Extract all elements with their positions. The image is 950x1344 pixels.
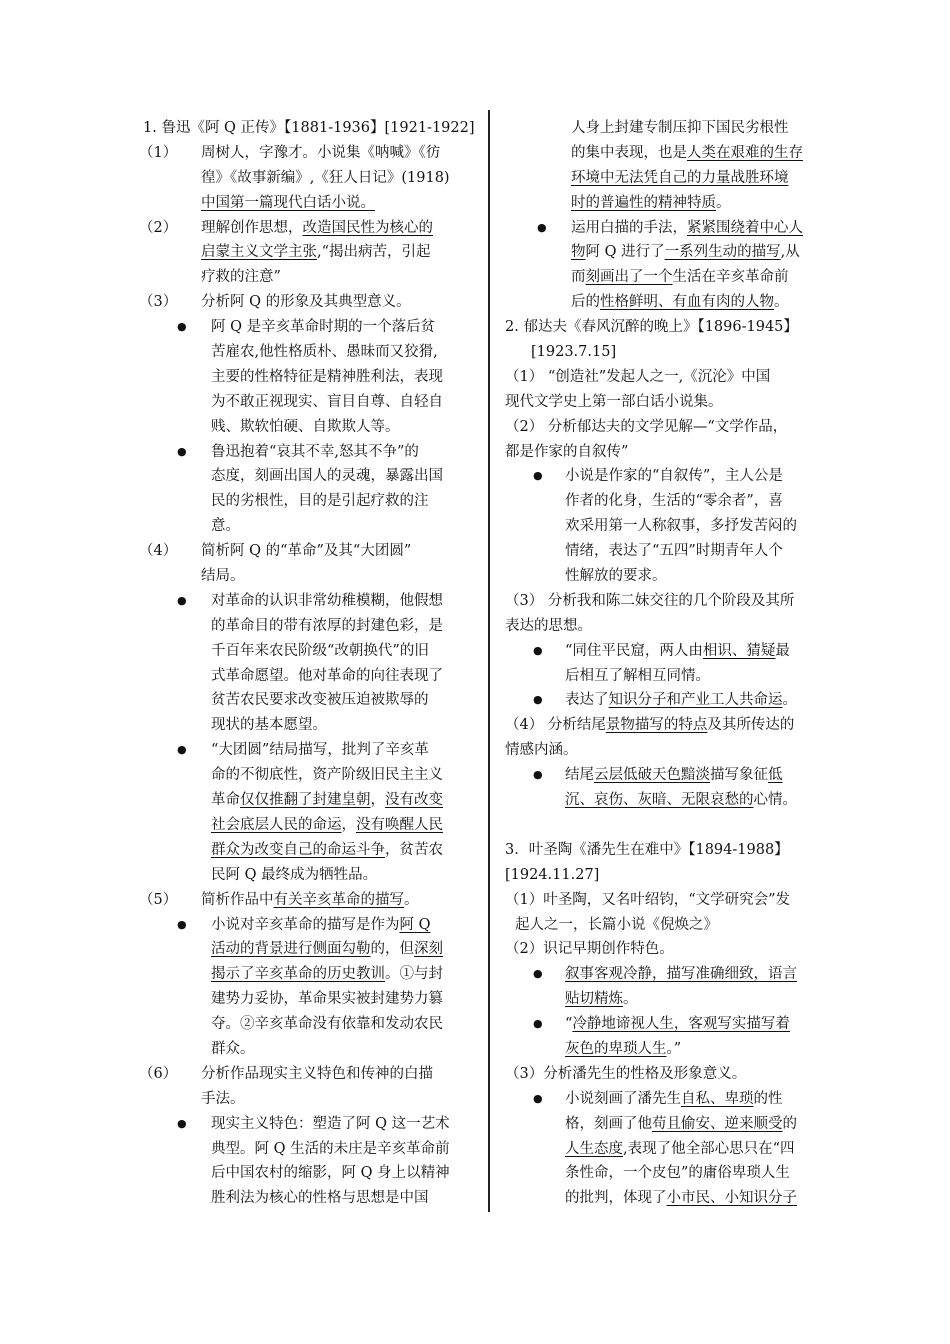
item-1-2 xyxy=(139,216,479,291)
text-line: 结局。 xyxy=(201,568,245,585)
underlined-text: 阿 Q xyxy=(399,916,431,933)
left-column xyxy=(139,116,479,1211)
text-line: 为不敢正视现实、盲目自尊、自轻自 xyxy=(211,393,443,410)
bullet-item xyxy=(537,216,835,316)
text-span: ， xyxy=(341,816,356,833)
text-span: 小说对辛亥革命的描写是作为 xyxy=(211,916,400,933)
text-span: 而 xyxy=(571,269,586,286)
text-line: 叙事客观冷静，描写准确细致，语言 xyxy=(565,966,797,983)
underlined-text: 冷静地谛视人生，客观写实描写着 xyxy=(572,1016,790,1033)
text-line xyxy=(571,216,835,241)
text-line: （3） 分析我和陈二妹交往的几个阶段及其所 xyxy=(505,592,795,609)
text-line: （3）分析潘先生的性格及形象意义。 xyxy=(505,1065,747,1082)
underlined-text: 仅仅推翻了封建皇朝 xyxy=(240,792,371,809)
text-line: 夺。②辛亥革命没有依靠和发动农民 xyxy=(211,1016,443,1033)
text-span: ,表现了他全部心思只在“四 xyxy=(623,1140,795,1157)
text-line: （1）叶圣陶，又名叶绍钧，“文学研究会”发 xyxy=(505,891,791,908)
item-1-5 xyxy=(139,888,479,1062)
text-span: 阿 Q 进行了 xyxy=(585,244,665,261)
text-line: 表达的思想。 xyxy=(505,617,592,634)
item-number: （6） xyxy=(139,1065,178,1082)
text-span: 的，但 xyxy=(370,941,414,958)
text-line: “大团圆”结局描写，批判了辛亥革 xyxy=(211,742,429,759)
text-span: 。 xyxy=(623,991,638,1008)
underlined-text: 深刻 xyxy=(414,941,443,958)
text-line: 疗救的注意” xyxy=(201,269,281,286)
section-1-heading: 1. 鲁迅《阿 Q 正传》【1881-1936】[1921-1922] xyxy=(143,120,475,136)
underlined-text: 刻画出了一个 xyxy=(585,269,673,286)
text-line xyxy=(565,987,835,1012)
text-line xyxy=(201,888,479,913)
text-line xyxy=(565,639,835,664)
bullet-icon: ● xyxy=(533,643,543,657)
bullet-item xyxy=(533,763,835,813)
text-line: 作者的化身，生活的“零余者”，喜 xyxy=(565,493,783,510)
underlined-text: 没有唤醒人民 xyxy=(356,816,443,833)
text-span: 结尾 xyxy=(565,767,594,784)
section-2-heading: 2. 郁达夫《春风沉醉的晚上》【1896-1945】 xyxy=(505,319,798,336)
underlined-text: 贴切精炼 xyxy=(565,991,623,1008)
bullet-item xyxy=(533,639,835,689)
text-span: 的集中表现，也是 xyxy=(571,144,687,161)
text-line: 情绪，表达了“五四”时期青年人个 xyxy=(565,543,783,560)
text-line: 后相互了解相互同情。 xyxy=(565,667,710,684)
text-line: 人身上封建专制压抑下国民劣根性 xyxy=(571,120,789,136)
text-span: 。①与封 xyxy=(385,966,443,983)
text-line: 主要的性格特征是精神胜利法，表现 xyxy=(211,368,443,385)
text-line: 欢采用第一人称叙事，多抒发苦闷的 xyxy=(565,518,797,535)
text-line: 命的不彻底性，资产阶级旧民主主义 xyxy=(211,767,443,784)
bullet-icon: ● xyxy=(533,1017,543,1031)
text-line: 千百年来农民阶级“改朝换代”的旧 xyxy=(211,642,429,659)
text-span: 心情。 xyxy=(753,792,797,809)
text-line xyxy=(211,813,479,838)
item-number: （4） xyxy=(139,543,178,560)
bullet-icon: ● xyxy=(177,444,187,458)
underlined-text: 灰色的卑琐人生 xyxy=(565,1040,667,1057)
text-line xyxy=(565,1037,835,1062)
text-line xyxy=(201,216,479,241)
text-line xyxy=(211,937,479,962)
text-line xyxy=(201,240,479,265)
text-line: 条性命，一个皮包”的庸俗卑琐人生 xyxy=(565,1165,790,1182)
text-line: 胜利法为核心的性格与思想是中国 xyxy=(211,1190,429,1207)
text-line xyxy=(565,1186,835,1211)
underlined-text: 低 xyxy=(768,767,783,784)
bullet-item xyxy=(177,738,479,887)
text-span: 描写象征 xyxy=(710,767,768,784)
text-line: 小说是作家的“自叙传”，主人公是 xyxy=(565,468,783,485)
text-span: 革命 xyxy=(211,792,240,809)
bullet-item xyxy=(177,440,479,540)
underlined-text: 活动的背景进行侧面勾勒 xyxy=(211,941,371,958)
text-span: 理解创作思想， xyxy=(201,219,303,236)
text-line: 群众。 xyxy=(211,1040,255,1057)
item-number: （1） xyxy=(139,144,178,161)
text-span: 的批判，体现了 xyxy=(565,1190,667,1207)
text-line: 中国第一篇现代白话小说。 xyxy=(201,194,375,211)
text-span: ，贫苦农 xyxy=(385,841,443,858)
bullet-icon: ● xyxy=(533,768,543,782)
text-span: 。 xyxy=(774,294,789,311)
bullet-item xyxy=(177,589,479,738)
text-line xyxy=(565,1087,835,1112)
bullet-icon: ● xyxy=(533,469,543,483)
text-line: 民的劣根性，目的是引起疗救的注 xyxy=(211,493,429,510)
bullet-icon: ● xyxy=(533,1091,543,1105)
text-line xyxy=(571,191,835,216)
underlined-text: 群众为改变自己的命运斗争 xyxy=(211,841,385,858)
item-number: （3） xyxy=(139,294,178,311)
underlined-text: 紧紧围绕着中心人 xyxy=(687,219,803,236)
item-number: （5） xyxy=(139,891,178,908)
text-line: 后中国农村的缩影，阿 Q 身上以精神 xyxy=(211,1165,450,1182)
text-line: 周树人，字豫才。小说集《呐喊》《彷 xyxy=(201,144,441,161)
right-column xyxy=(505,116,835,1211)
text-line xyxy=(565,763,835,788)
text-span: 格，刻画了他 xyxy=(565,1115,652,1132)
text-span: 。 xyxy=(716,194,731,211)
text-line: 民阿 Q 最终成为牺牲品。 xyxy=(211,866,378,883)
bullet-icon: ● xyxy=(177,593,187,607)
text-line: 式革命愿望。他对革命的向往表现了 xyxy=(211,667,443,684)
bullet-icon: ● xyxy=(177,917,187,931)
underlined-text: 苟且偷安、逆来顺受 xyxy=(652,1115,783,1132)
text-line xyxy=(571,290,835,315)
underlined-text: 云层低破天色黯淡 xyxy=(594,767,710,784)
text-span: 。” xyxy=(666,1040,682,1057)
text-span: ,“揭出病苦，引起 xyxy=(317,244,431,261)
bullet-icon: ● xyxy=(533,693,543,707)
underlined-text: 改造国民性为核心的 xyxy=(302,219,433,236)
underlined-text: 社会底层人民的命运 xyxy=(211,816,342,833)
underlined-text: 启蒙主义文学主张 xyxy=(201,244,317,261)
bullet-item xyxy=(533,962,835,1012)
continued-text xyxy=(571,116,835,216)
text-line xyxy=(565,1137,835,1162)
text-line: 典型。阿 Q 生活的未庄是辛亥革命前 xyxy=(211,1140,450,1157)
bullet-icon: ● xyxy=(537,220,547,234)
item-1-4 xyxy=(139,539,479,887)
text-line: （2） 分析郁达夫的文学见解—“文学作品， xyxy=(505,418,788,435)
underlined-text: 人类在艰难的生存 xyxy=(687,144,803,161)
text-line xyxy=(571,240,835,265)
bullet-item xyxy=(533,464,835,588)
underlined-text: 揭示了辛亥革命的历史教训 xyxy=(211,966,385,983)
underlined-text: 沉、哀伤、灰暗、无限哀愁的 xyxy=(565,792,754,809)
bullet-item xyxy=(177,1112,479,1212)
text-line: 意。 xyxy=(211,518,240,535)
text-line: （2）识记早期创作特色。 xyxy=(505,941,674,958)
text-line: 现代文学史上第一部白话小说集。 xyxy=(505,393,723,410)
text-line: 起人之一，长篇小说《倪焕之》 xyxy=(515,916,718,933)
text-line xyxy=(211,913,479,938)
text-span: 及其所传达的 xyxy=(707,717,795,734)
text-line: 贱、欺软怕硬、自欺欺人等。 xyxy=(211,418,400,435)
column-divider xyxy=(488,110,490,1212)
bullet-icon: ● xyxy=(533,967,543,981)
text-line xyxy=(211,838,479,863)
underlined-text: 景物描写的特点 xyxy=(605,717,708,734)
bullet-item xyxy=(533,688,835,713)
text-line: 分析作品现实主义特色和传神的白描 xyxy=(201,1065,433,1082)
text-span: 。 xyxy=(782,692,797,709)
text-line xyxy=(211,962,479,987)
text-span: 表达了 xyxy=(565,692,609,709)
text-line: 都是作家的自叙传” xyxy=(505,443,629,460)
text-line: 徨》《故事新编》,《狂人日记》(1918) xyxy=(201,169,450,186)
bullet-item xyxy=(177,315,479,439)
section-3-date: [1924.11.27] xyxy=(505,866,600,883)
text-line: 现实主义特色：塑造了阿 Q 这一艺术 xyxy=(211,1115,450,1132)
underlined-text: 时的普遍性的精神特质 xyxy=(571,194,716,211)
text-line: 贫苦农民要求改变被压迫被欺辱的 xyxy=(211,692,429,709)
underlined-text: 人生态度 xyxy=(565,1140,623,1157)
text-line: （1） “创造社”发起人之一,《沉沦》中国 xyxy=(505,368,771,385)
underlined-text: 有关辛亥革命的描写 xyxy=(273,891,404,908)
underlined-text: 没有改变 xyxy=(385,792,443,809)
text-line: 建势力妥协，革命果实被封建势力篡 xyxy=(211,991,443,1008)
text-span: 后的 xyxy=(571,294,600,311)
text-span: 简析作品中 xyxy=(201,891,274,908)
text-line: 环境中无法凭自己的力量战胜环境 xyxy=(571,169,789,186)
text-line: 分析阿 Q 的形象及其典型意义。 xyxy=(201,294,411,311)
text-line xyxy=(571,265,835,290)
text-span: ， xyxy=(370,792,385,809)
text-span: 最 xyxy=(775,642,790,659)
bullet-icon: ● xyxy=(177,1116,187,1130)
item-number: （2） xyxy=(139,219,178,236)
text-span: “ xyxy=(565,1016,573,1033)
underlined-text: 物 xyxy=(571,244,586,261)
text-line xyxy=(571,141,835,166)
text-span: 生活在辛亥革命前 xyxy=(672,269,789,286)
text-line: 简析阿 Q 的“革命”及其“大团圆” xyxy=(201,543,412,560)
underlined-text: 性格鲜明、有血有肉的人物 xyxy=(600,294,774,311)
text-line: 阿 Q 是辛亥革命时期的一个落后贫 xyxy=(211,319,436,336)
underlined-text: 一系列生动的描写 xyxy=(664,244,781,261)
text-span: （4） 分析结尾 xyxy=(505,717,606,734)
text-span: 的性 xyxy=(753,1090,783,1107)
text-line: 对革命的认识非常幼稚模糊，他假想 xyxy=(211,592,443,609)
text-line xyxy=(565,788,835,813)
section-2-date: [1923.7.15] xyxy=(531,344,617,361)
text-line xyxy=(505,713,835,738)
item-1-6 xyxy=(139,1062,479,1211)
text-span: 的 xyxy=(782,1115,797,1132)
text-line xyxy=(565,1012,835,1037)
underlined-text: 自私、卑琐 xyxy=(681,1090,754,1107)
text-span: 。 xyxy=(404,891,419,908)
underlined-text: 知识分子和产业工人共命运 xyxy=(608,692,783,709)
bullet-item xyxy=(533,1012,835,1062)
text-line xyxy=(565,688,835,713)
text-line: 性解放的要求。 xyxy=(565,568,667,585)
bullet-item xyxy=(533,1087,835,1211)
text-line: 苦雇农,他性格质朴、愚昧而又狡猾, xyxy=(211,344,438,361)
text-line: 现状的基本愿望。 xyxy=(211,717,327,734)
text-line: 态度，刻画出国人的灵魂，暴露出国 xyxy=(211,468,443,485)
section-3-heading: 3．叶圣陶《潘先生在难中》【1894-1988】 xyxy=(505,841,789,858)
text-line: 的革命目的带有浓厚的封建色彩，是 xyxy=(211,617,443,634)
text-line xyxy=(211,788,479,813)
item-1-3 xyxy=(139,290,479,539)
text-line: 手法。 xyxy=(201,1090,245,1107)
text-span: ,从 xyxy=(780,244,800,261)
text-span: 运用白描的手法， xyxy=(571,219,687,236)
text-line: 鲁迅抱着“哀其不幸,怒其不争”的 xyxy=(211,443,419,460)
bullet-icon: ● xyxy=(177,320,187,334)
text-line xyxy=(565,1112,835,1137)
bullet-icon: ● xyxy=(177,743,187,757)
item-1-1 xyxy=(139,141,479,216)
underlined-text: 小市民、小知识分子 xyxy=(666,1190,797,1207)
spacer xyxy=(505,813,835,838)
text-line: 情感内涵。 xyxy=(505,742,578,759)
text-span: 小说刻画了潘先生 xyxy=(565,1090,681,1107)
underlined-text: 相识、猜疑 xyxy=(702,642,776,659)
bullet-item xyxy=(177,913,479,1062)
text-span: “同住平民窟，两人由 xyxy=(565,642,703,659)
